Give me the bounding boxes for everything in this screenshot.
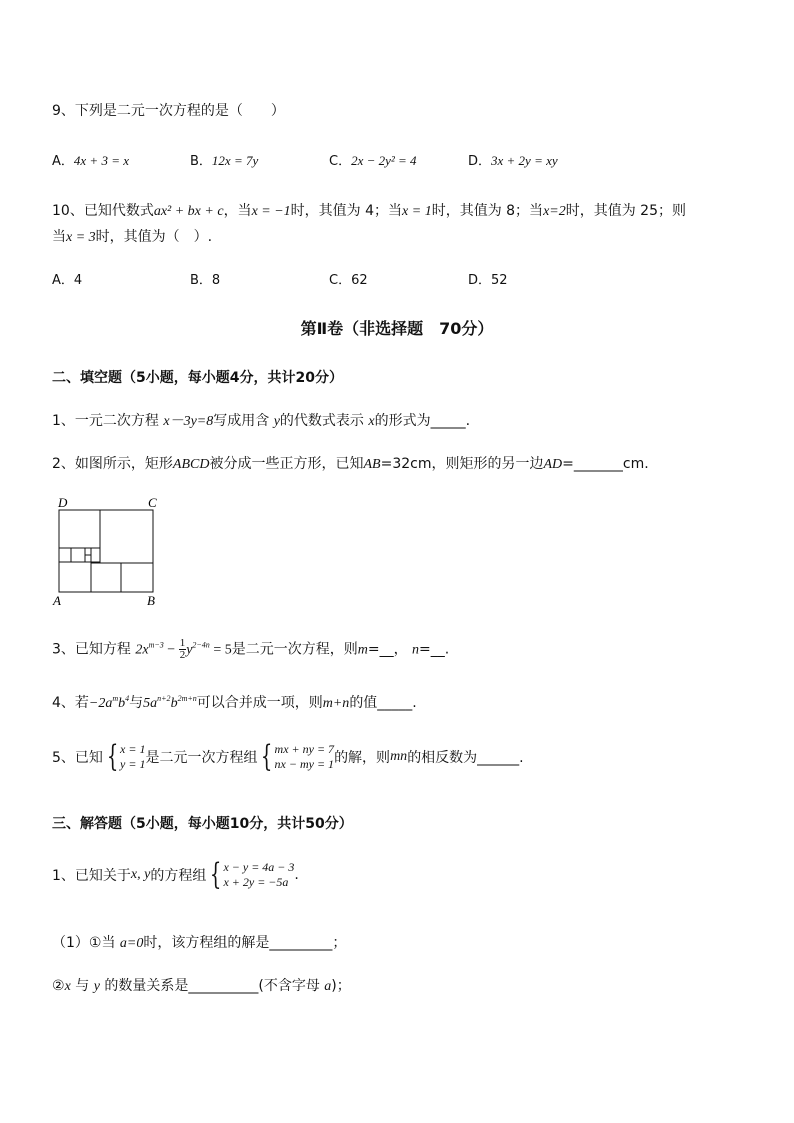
solve-equation-system: x − y = 4a − 3 x + 2y = −5a — [223, 860, 295, 889]
solve-heading: 三、解答题（5小题，每小题10分，共计50分） — [52, 816, 353, 832]
outer-rectangle — [59, 510, 153, 592]
fill-question-4: 4、若$-2a^mb^4$与$5a^{n+2}b^{2m+n}$可以合并成一项，则m+n的值_____. — [52, 694, 417, 711]
question-9-text: 9、下列是二元一次方程的是（ ） — [52, 103, 285, 119]
fill-question-1: 1、一元二次方程 x－3y=8写成用含 y的代数式表示 x的形式为_____. — [52, 413, 471, 429]
section-2-title: 第Ⅱ卷（非选择题 70分） — [300, 319, 494, 338]
label-d: D — [58, 495, 68, 510]
rectangle-squares-figure — [50, 495, 160, 610]
q10-option-c: C．62 — [329, 273, 368, 288]
square-bottom-mid — [91, 563, 121, 592]
q9-option-b: B．12x = 7y — [190, 153, 259, 169]
brace-solution: { — [106, 739, 119, 774]
q9-option-d: D．3x + 2y = xy — [468, 153, 558, 169]
square-bottom-left — [59, 562, 91, 592]
q10-option-a: A．4 — [52, 273, 83, 288]
square-bottom-right — [121, 563, 153, 592]
fill-question-2: 2、如图所示，矩形ABCD被分成一些正方形，已知AB=32cm，则矩形的另一边AD=_______cm. — [52, 456, 649, 472]
q9-option-c: C．2x − 2y² = 4 — [329, 153, 417, 169]
label-a: A — [53, 593, 61, 608]
square-small-4 — [91, 548, 100, 562]
solve-question-1: 1、已知关于x, y的方程组 { x − y = 4a − 3 x + 2y = −5a . — [52, 857, 299, 892]
fill-blank-heading: 二、填空题（5小题，每小题4分，共计20分） — [52, 370, 343, 386]
solve-sub-question-2: ②x 与 y 的数量关系是__________(不含字母 a)； — [52, 978, 351, 994]
square-top-left — [59, 510, 100, 548]
square-large-top-right — [100, 510, 153, 563]
fill-question-3: 3、已知方程 $2x^{m-3}$ − $\frac{1}{2}$ $y^{2-4n} = 5$是二元一次方程，则m=__， n=__. — [52, 637, 450, 661]
brace-system: { — [261, 739, 273, 774]
question-10-line2: 当x = 3时，其值为（ ）. — [52, 229, 213, 245]
question-10-line1: 10、已知代数式ax² + bx + c，当x = −1时，其值为 4；当x = 1时，其值为 8；当x=2时，其值为 25；则 — [52, 203, 686, 219]
q9-option-a: A．4x + 3 = x — [52, 153, 129, 169]
label-c: C — [148, 495, 157, 510]
square-small-3 — [85, 548, 91, 555]
fraction-half: $\frac{1}{2}$ — [179, 637, 186, 661]
brace-solve-system: { — [210, 857, 222, 892]
fill-question-5: 5、已知 { x = 1 y = 1是二元一次方程组 { mx + ny = 7 nx − my = 1的解，则mn的相反数为______. — [52, 739, 524, 774]
square-small-2 — [71, 548, 85, 562]
q10-option-d: D．52 — [468, 273, 508, 288]
question-9 — [52, 100, 285, 120]
solve-sub-question-1: （1）①当 a=0时，该方程组的解是_________； — [52, 935, 347, 951]
equation-system: mx + ny = 7 nx − my = 1 — [274, 742, 335, 771]
label-b: B — [147, 593, 155, 608]
q10-option-b: B．8 — [190, 273, 221, 288]
square-small-1 — [59, 548, 71, 562]
solution-system: x = 1 y = 1 — [120, 742, 146, 771]
